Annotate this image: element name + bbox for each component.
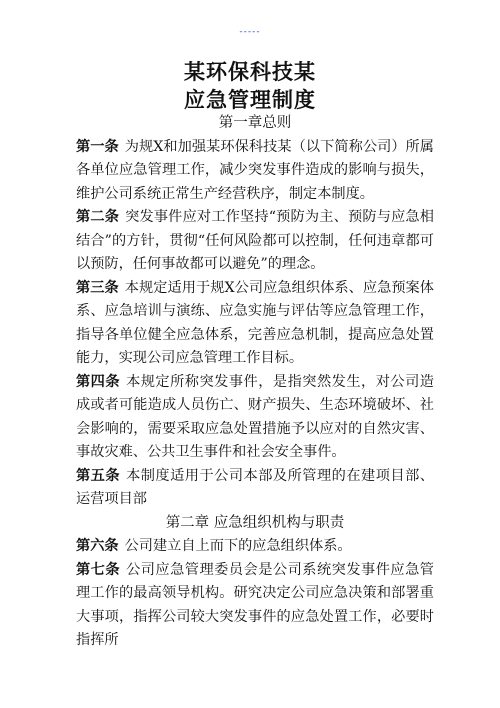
article-label: 第四条 <box>76 373 121 390</box>
article-text: 为规X和加强某环保科技某（以下简称公司）所属各单位应急管理工作，减少突发事件造成的影响与损失，维护公司系统正常生产经营秩序，制定本制度。 <box>76 138 434 202</box>
chapter-1-heading: 第一章总则 <box>218 115 292 131</box>
article-4 <box>76 371 434 465</box>
article-text: 突发事件应对工作坚持“预防为主、预防与应急相结合”的方针，贯彻“任何风险都可以控制，任何违章都可以预防，任何事故都可以避免”的理念。 <box>76 209 434 272</box>
article-label: 第六条 <box>76 538 119 554</box>
article-text: 本规定所称突发事件，是指突然发生，对公司造成或者可能造成人员伤亡、财产损失、生态环境破坏、社会影响的，需要采取应急处置措施予以应对的自然灾害、事故灾难、公共卫生事件和社会安全事件。 <box>76 373 434 460</box>
article-label: 第五条 <box>76 467 121 484</box>
article-label: 第一条 <box>76 138 119 155</box>
article-6 <box>76 535 434 559</box>
article-text: 公司建立自上而下的应急组织体系。 <box>124 538 352 554</box>
article-label: 第二条 <box>76 209 120 225</box>
header-mark: ----- <box>239 27 261 37</box>
article-2 <box>76 206 434 277</box>
article-7 <box>76 559 434 653</box>
chapter-2-heading: 第二章 应急组织机构与职责 <box>165 514 345 531</box>
article-5 <box>76 465 434 512</box>
article-label: 第三条 <box>76 279 119 296</box>
article-3 <box>76 277 434 371</box>
article-text: 公司应急管理委员会是公司系统突发事件应急管理工作的最高领导机构。研究决定公司应急决策和部署重大事项，指挥公司较大突发事件的应急处置工作，必要时指挥所 <box>76 561 434 648</box>
title-line-2: 应急管理制度 <box>184 87 316 112</box>
article-label: 第七条 <box>76 561 121 578</box>
article-text: 本规定适用于规X公司应急组织体系、应急预案体系、应急培训与演练、应急实施与评估等应急管理工作，指导各单位健全应急体系，完善应急机制，提高应急处置能力，实现公司应急管理工作目标。 <box>76 279 434 366</box>
title-line-1: 某环保科技某 <box>184 59 316 84</box>
article-1 <box>76 136 434 207</box>
article-text: 本制度适用于公司本部及所管理的在建项目部、运营项目部 <box>76 467 434 507</box>
document-title <box>0 58 500 114</box>
document-body <box>76 112 434 653</box>
